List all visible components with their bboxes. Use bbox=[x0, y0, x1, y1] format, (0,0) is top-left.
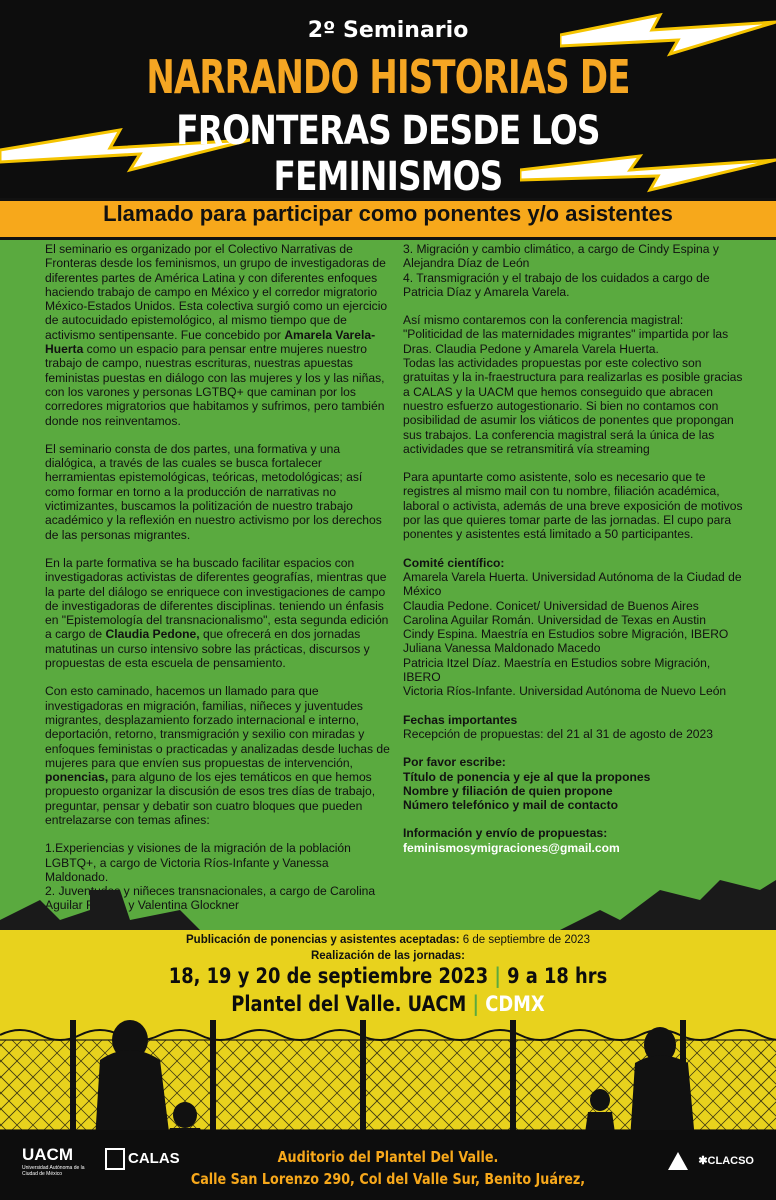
title-line-1: NARRANDO HISTORIAS DE bbox=[146, 50, 630, 104]
event-dates: 18, 19 y 20 de septiembre 2023 | 9 a 18 hrs bbox=[168, 964, 608, 988]
contact-info: Información y envío de propuestas: feminismosymigraciones@gmail.com bbox=[403, 826, 620, 855]
event-place: Plantel del Valle. UACM | CDMX bbox=[231, 992, 545, 1016]
paragraph: El seminario es organizado por el Colectivo Narrativas de Fronteras desde los feminismos, un grupo de investigadoras de diferentes partes de América Latina y con diferentes enfoques haciendo trabajo de campo en México y el corredor migratorio México-Estados Unidos. Esta colectiva surgió como un ejercicio de autocuidado epistemológico, al mismo tiempo que de activismo sentipensante. Fue concebido por Amarela Varela-Huerta como un espacio para pensar entre mujeres nuestro trabajo de campo, nuestras escrituras, nuestras apuestas feministas puestas en diálogo con las mujeres y los y las niñas, con los varones y personas LGTBQ+ que caminan por los corredores migratorios que habitamos y sufrimos, pero también donde nos reinventamos. bbox=[45, 242, 388, 428]
please-write: Por favor escribe: Título de ponencia y eje al que la propones Nombre y filiación de quien propone Número telefónico y mail de contacto bbox=[403, 755, 651, 813]
paragraph: Para apuntarte como asistente, solo es necesario que te registres al mismo mail con tu nombre, filiación académica, laboral o activista, además de una breve exposición de motivos por las que quieres tomar parte de las jornadas. El cupo para ponentes y asistentes está limitado a 50 participantes. bbox=[403, 470, 743, 542]
footer bbox=[0, 1130, 776, 1200]
calas-logo: CALAS bbox=[105, 1148, 180, 1170]
seminar-number: 2º Seminario bbox=[307, 18, 469, 43]
list-item: 1.Experiencias y visiones de la migración de la población LGBTQ+, a cargo de Victoria Ríos-Infante y Vanessa Maldonado. bbox=[45, 841, 351, 884]
paragraph: El seminario consta de dos partes, una formativa y una dialógica, a través de las cuales se busca fortalecer herramientas epistemológicas, teóricas, metodológicas; así como formar en torno a la producción de narrativas no victimizantes, buscamos la politización de nuestro trabajo académico y la reflexión en nuestro activismo por los derechos de las personas migrantes. bbox=[45, 441, 382, 542]
committee: Comité científico: Amarela Varela Huerta. Universidad Autónoma de la Ciudad de México Claudia Pedone. Conicet/ Universidad de Buenos Aires Carolina Aguilar Román. Universidad de Texas en Austin Cindy Espina. Maestría en Estudios sobre Migración, IBERO Juliana Vanessa Maldonado Macedo Patricia Itzel Díaz. Maestría en Estudios sobre Migración, IBERO Victoria Ríos-Infante. Universidad Autónoma de Nuevo León bbox=[403, 555, 742, 699]
important-dates: Fechas importantes Recepción de propuestas: del 21 al 31 de agosto de 2023 bbox=[403, 712, 713, 741]
email-link[interactable]: feminismosymigraciones@gmail.com bbox=[403, 840, 620, 855]
title-line-2: FRONTERAS DESDE LOS FEMINISMOS bbox=[176, 108, 600, 198]
realization-label: Realización de las jornadas: bbox=[310, 950, 466, 962]
venue-line-2: Calle San Lorenzo 290, Col del Valle Sur, Benito Juárez, bbox=[190, 1170, 586, 1188]
paragraph: Todas las actividades propuestas por este colectivo son gratuitas y la in-fraestructura para realizarlas es posible gracias a CALAS y la UACM que hemos conseguido que abracen nuestro esfuerzo autogestionario. Si bien no contamos con posibilidad de asumir los viáticos de ponentes que propongan sus trabajos. La conferencia magistral será la única de las actividades que se retransmitirá vía streaming bbox=[403, 356, 743, 456]
header bbox=[0, 0, 776, 198]
clacso-logo: ✱CLACSO bbox=[668, 1152, 754, 1170]
list-item: 4. Transmigración y el trabajo de los cuidados a cargo de Patricia Díaz y Amarela Varela. bbox=[403, 270, 710, 299]
paragraph: Con esto caminado, hacemos un llamado para que investigadoras en migración, familias, niñeces y juventudes migrantes, desplazamiento forzado internacional e interno, deportación, retorno, transmigración y sexilio con miradas y enfoques feministas o practicadas y analizadas desde luchas de mujeres para que envíen sus propuestas de intervención, ponencias, para alguno de los ejes temáticos en que hemos propuesto organizar la discusión de esos tres días de trabajo, preguntar, pensar y debatir son cuatro bloques que pueden entrelazarse con temas afines: bbox=[45, 684, 390, 827]
uacm-logo: UACM Universidad Autónoma de la Ciudad de México bbox=[22, 1145, 85, 1177]
right-column bbox=[403, 242, 743, 869]
paragraph: Así mismo contaremos con la conferencia magistral: "Politicidad de las maternidades migrantes" impartida por las Dras. Claudia Pedone y Amarela Varela Huerta. bbox=[403, 313, 729, 356]
publication-line: Publicación de ponencias y asistentes aceptadas: 6 de septiembre de 2023 bbox=[186, 934, 590, 946]
list-item: 3. Migración y cambio climático, a cargo de Cindy Espina y Alejandra Díaz de León bbox=[403, 242, 719, 271]
left-column bbox=[45, 242, 390, 927]
mountain-icon bbox=[668, 1152, 688, 1170]
list-item: 2. Juventudes y niñeces transnacionales, a cargo de Carolina Aguilar Román y Valentina Glockner bbox=[45, 884, 376, 913]
paragraph: En la parte formativa se ha buscado facilitar espacios con investigadoras activistas de diferentes geografías, mientras que la parte del diálogo se enriquece con investigaciones de campo de investigadoras de diferentes disciplinas. teniendo un énfasis en "Epistemología del transnacionalismo", esta segunda edición a cargo de Claudia Pedone, que ofrecerá en dos jornadas matutinas un curso intensivo sobre las prácticas, discursos y propuestas de esta escuela de pensamiento. bbox=[45, 555, 389, 671]
venue-line-1: Auditorio del Plantel Del Valle. bbox=[277, 1148, 499, 1166]
call-banner: Llamado para participar como ponentes y/o asistentes bbox=[0, 198, 776, 240]
star-icon: ✱ bbox=[698, 1154, 708, 1167]
